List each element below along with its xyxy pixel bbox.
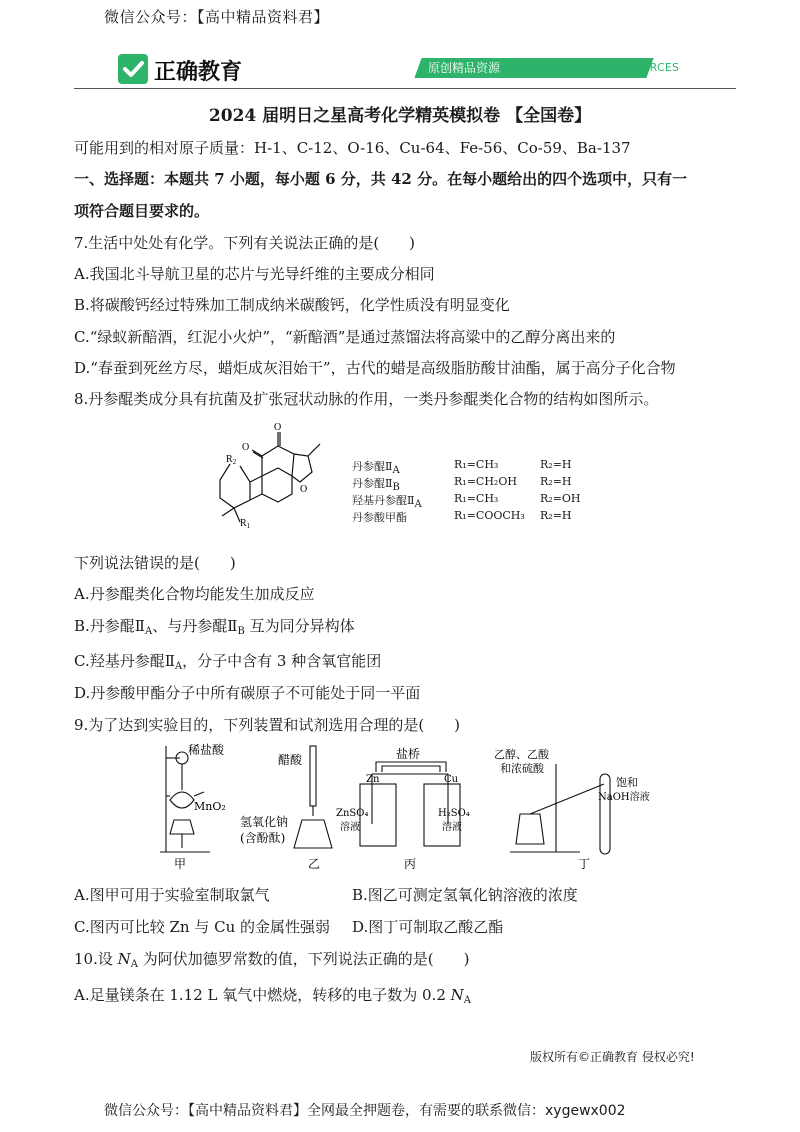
mol-label-o3: O <box>300 484 308 495</box>
label-ding-right1: 饱和 <box>616 776 638 789</box>
label-jia: 甲 <box>174 857 187 871</box>
label-bing-left1: ZnSO₄ <box>336 808 369 819</box>
label-yi-base2: (含酚酞) <box>240 831 286 845</box>
label-bing: 丙 <box>404 857 417 871</box>
label-bing-zn: Zn <box>366 774 380 785</box>
q9-stem: 9.为了达到实验目的，下列装置和试剂选用合理的是( ) <box>74 716 461 734</box>
table-cell-r2: R₂=OH <box>540 492 581 505</box>
section-heading-line1: 一、选择题：本题共 7 小题，每小题 6 分，共 42 分。在每小题给出的四个选项中，只有一 <box>74 170 688 188</box>
banner-cn: 原创精品资源 <box>428 61 501 75</box>
label-ding-left2: 和浓硫酸 <box>500 762 544 775</box>
label-bing-right2: 溶液 <box>442 822 462 833</box>
q8-option-b: B.丹参醌$Ⅱ_A$、与丹参醌$Ⅱ_B$ 互为同分异构体 <box>74 617 355 637</box>
banner-en: /ORIGINAL RESOURCES <box>548 61 680 74</box>
table-row: 丹参酸甲酯 <box>352 511 407 524</box>
q7-option-c: C.“绿蚁新醅酒，红泥小火炉”，“新醅酒”是通过蒸馏法将高粱中的乙醇分离出来的 <box>74 328 616 346</box>
label-yi-acid: 醋酸 <box>278 753 303 767</box>
table-cell-r2: R₂=H <box>540 458 572 471</box>
label-bing-cu: Cu <box>444 774 459 785</box>
label-yi-base1: 氢氧化钠 <box>240 815 289 829</box>
q9-option-a: A.图甲可用于实验室制取氯气 <box>74 886 270 904</box>
top-note: 微信公众号：【高中精品资料君】 <box>104 8 330 26</box>
apparatus-figure <box>160 743 650 878</box>
label-bing-bridge: 盐桥 <box>396 747 421 761</box>
molecule-structure-figure <box>212 420 342 536</box>
logo-text: 正确教育 <box>154 60 243 85</box>
q8-stem: 8.丹参醌类成分具有抗菌及扩张冠状动脉的作用，一类丹参醌类化合物的结构如图所示。 <box>74 390 659 408</box>
table-cell-r1: R₁=CH₂OH <box>454 475 517 488</box>
label-ding-right2: NaOH溶液 <box>598 792 650 803</box>
q7-stem: 7.生活中处处有化学。下列有关说法正确的是( ) <box>74 234 416 252</box>
q10-stem: 10.设 $N_A$ 为阿伏加德罗常数的值，下列说法正确的是( ) <box>74 950 470 970</box>
mol-label-o2: O <box>242 442 250 453</box>
q9-option-c: C.图丙可比较 Zn 与 Cu 的金属性强弱 <box>74 918 331 936</box>
q9-option-b: B.图乙可测定氢氧化钠溶液的浓度 <box>352 886 578 904</box>
atomic-masses: 可能用到的相对原子质量：H-1、C-12、O-16、Cu-64、Fe-56、Co-59、Ba-137 <box>74 139 631 157</box>
table-row: 丹参醌ⅡA <box>352 460 400 476</box>
label-bing-right1: H₂SO₄ <box>438 808 470 819</box>
label-yi: 乙 <box>308 857 321 871</box>
q8-option-c: C.羟基丹参醌$Ⅱ_A$，分子中含有 3 种含氧官能团 <box>74 652 382 672</box>
q8-option-a: A.丹参醌类化合物均能发生加成反应 <box>74 585 315 603</box>
q10-option-a: A.足量镁条在 1.12 L 氧气中燃烧，转移的电子数为 0.2 $N_A$ <box>74 986 472 1006</box>
label-jia-mno2: MnO₂ <box>194 800 226 813</box>
q7-option-b: B.将碳酸钙经过特殊加工制成纳米碳酸钙，化学性质没有明显变化 <box>74 296 510 314</box>
footer-copyright: 版权所有©正确教育 侵权必究! <box>530 1050 695 1064</box>
label-bing-left2: 溶液 <box>340 822 360 833</box>
mol-label-r1: $R_1$ <box>240 518 251 530</box>
footer-note: 微信公众号：【高中精品资料君】全网最全押题卷，有需要的联系微信：xygewx002 <box>104 1103 626 1119</box>
table-cell-r2: R₂=H <box>540 475 572 488</box>
label-ding-left1: 乙醇、乙酸 <box>494 748 549 761</box>
section-heading-line2: 项符合题目要求的。 <box>74 202 210 220</box>
table-row: 羟基丹参醌ⅡA <box>352 494 422 510</box>
table-cell-r1: R₁=COOCH₃ <box>454 509 525 522</box>
mol-label-o1: O <box>274 422 282 433</box>
q8-option-d: D.丹参酸甲酯分子中所有碳原子不可能处于同一平面 <box>74 684 421 702</box>
page-title: 2024 届明日之星高考化学精英模拟卷 【全国卷】 <box>208 106 592 126</box>
q9-option-d: D.图丁可制取乙酸乙酯 <box>352 918 504 936</box>
mol-label-r2: $R_2$ <box>226 454 237 466</box>
q7-option-a: A.我国北斗导航卫星的芯片与光导纤维的主要成分相同 <box>74 265 435 283</box>
label-jia-acid: 稀盐酸 <box>188 743 225 757</box>
logo-check-icon <box>118 54 148 84</box>
table-cell-r1: R₁=CH₃ <box>454 458 499 471</box>
table-row: 丹参醌ⅡB <box>352 477 400 493</box>
q8-question: 下列说法错误的是( ) <box>74 554 236 572</box>
q7-option-d: D.“春蚕到死丝方尽，蜡炬成灰泪始干”，古代的蜡是高级脂肪酸甘油酯，属于高分子化合物 <box>74 359 676 377</box>
header-divider <box>74 88 736 89</box>
label-ding: 丁 <box>578 857 591 871</box>
table-cell-r2: R₂=H <box>540 509 572 522</box>
header <box>118 54 738 88</box>
table-cell-r1: R₁=CH₃ <box>454 492 499 505</box>
